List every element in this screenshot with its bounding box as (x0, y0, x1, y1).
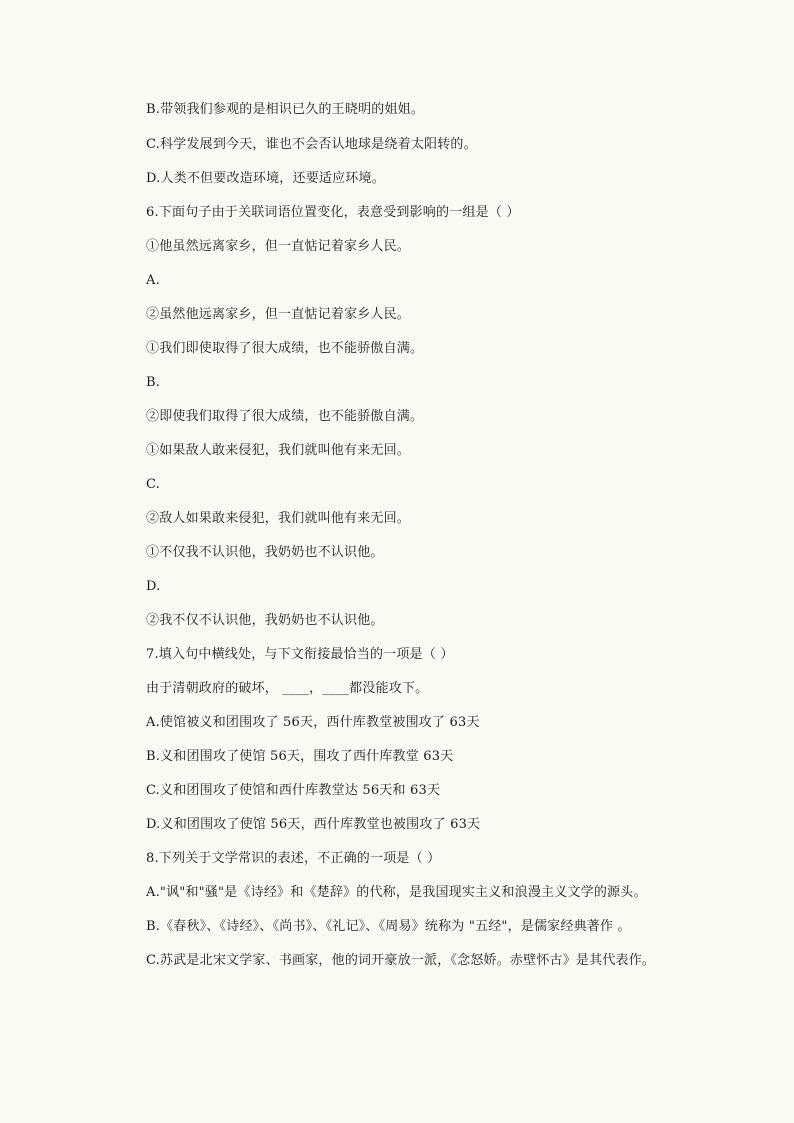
q6-b-sentence-1: ①我们即使取得了很大成绩，也不能骄傲自满。 (146, 341, 424, 356)
q6-option-b-label: B. (146, 375, 161, 390)
q8-option-c: C.苏武是北宋文学家、书画家，他的词开豪放一派，《念怒娇。赤壁怀古》是其代表作。 (146, 953, 656, 968)
option-b-sentence: B.带领我们参观的是相识已久的王晓明的姐姐。 (146, 102, 425, 117)
q6-c-sentence-2: ②敌人如果敢来侵犯，我们就叫他有来无回。 (146, 511, 411, 526)
q7-option-a: A.使馆被义和团围攻了 56天，西什库教堂被围攻了 63天 (146, 715, 480, 730)
question-6-stem: 6.下面句子由于关联词语位置变化，表意受到影响的一组是（ ） (146, 205, 520, 220)
q6-option-c-label: C. (146, 477, 161, 492)
option-d-sentence: D.人类不但要改造环境，还要适应环境。 (146, 171, 385, 186)
q8-option-a: A."讽"和"骚"是《诗经》和《楚辞》的代称，是我国现实主义和浪漫主义文学的源头。 (146, 885, 647, 900)
q7-context-sentence: 由于清朝政府的破坏， ____，____都没能攻下。 (146, 681, 429, 696)
question-8-stem: 8.下列关于文学常识的表述，不正确的一项是（ ） (146, 851, 441, 866)
q6-d-sentence-1: ①不仅我不认识他，我奶奶也不认识他。 (146, 545, 384, 560)
q7-option-d: D.义和团围攻了使馆 56天，西什库教堂也被围攻了 63天 (146, 817, 481, 832)
q7-option-b: B.义和团围攻了使馆 56天，围攻了西什库教堂 63天 (146, 749, 454, 764)
q7-option-c: C.义和团围攻了使馆和西什库教堂达 56天和 63天 (146, 783, 441, 798)
q8-option-b: B.《春秋》、《诗经》、《尚书》、《礼记》、《周易》统称为 "五经"，是儒家经典著作 。 (146, 919, 631, 934)
q6-option-d-label: D. (146, 579, 161, 594)
option-c-sentence: C.科学发展到今天，谁也不会否认地球是绕着太阳转的。 (146, 137, 477, 152)
q6-b-sentence-2: ②即使我们取得了很大成绩，也不能骄傲自满。 (146, 409, 424, 424)
q6-a-sentence-2: ②虽然他远离家乡，但一直惦记着家乡人民。 (146, 307, 411, 322)
q6-a-sentence-1: ①他虽然远离家乡，但一直惦记着家乡人民。 (146, 239, 411, 254)
q6-d-sentence-2: ②我不仅不认识他，我奶奶也不认识他。 (146, 613, 384, 628)
question-7-stem: 7.填入句中横线处，与下文衔接最恰当的一项是（ ） (146, 647, 454, 662)
q6-option-a-label: A. (146, 273, 160, 288)
q6-c-sentence-1: ①如果敌人敢来侵犯，我们就叫他有来无回。 (146, 443, 411, 458)
